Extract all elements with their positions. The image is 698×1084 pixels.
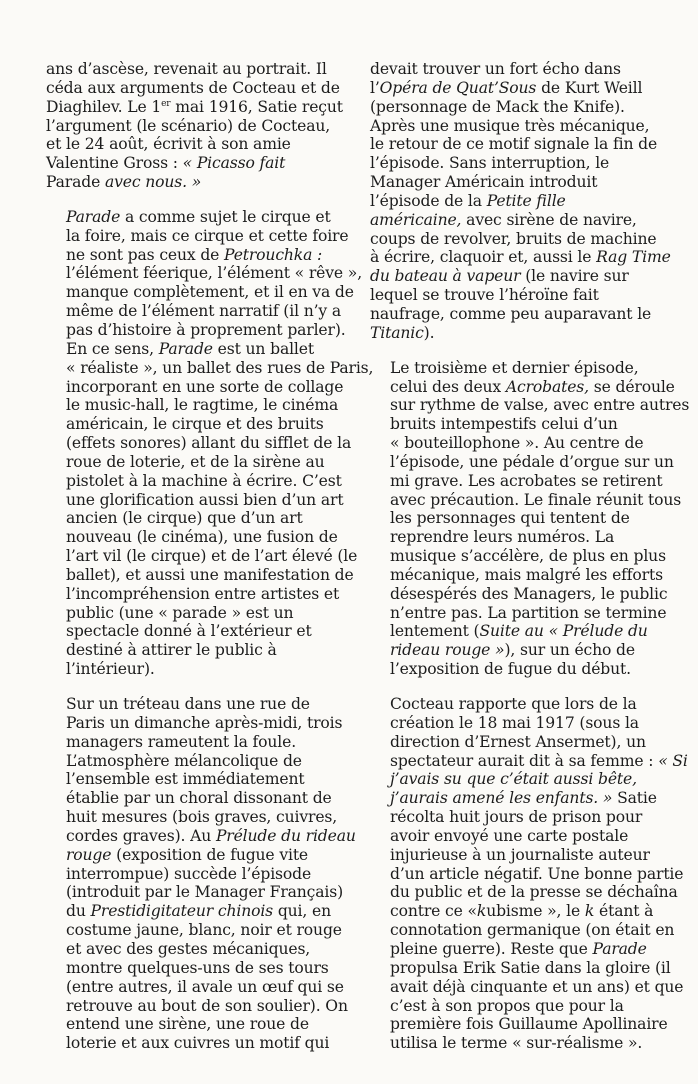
paragraph-p5 [370, 358, 690, 679]
text-run: Paris un dimanche après-midi, trois [66, 713, 343, 732]
text-run: n’entre pas. La partition se termine [390, 603, 667, 622]
text-line [370, 490, 682, 510]
text-line [46, 865, 352, 884]
text-run: Le troisième et dernier épisode, [390, 358, 639, 377]
text-run: montre quelques-uns de ses tours [66, 958, 329, 977]
text-line [370, 286, 676, 305]
text-run: du [66, 902, 91, 921]
text-line [370, 415, 676, 434]
text-run: étant à [594, 902, 654, 921]
text-line [370, 359, 676, 378]
text-run: l’épisode. Sans interruption, le [370, 154, 610, 173]
text-line [46, 396, 352, 415]
text-line [46, 358, 374, 378]
text-run: Cocteau rapporte que lors de la [390, 695, 637, 713]
text-run: avoir envoyé une carte postale [390, 826, 629, 845]
italic-run: k [476, 902, 487, 921]
text-run: mai 1916, Satie reçut [170, 97, 343, 116]
italic-run: avec nous. » [104, 173, 202, 192]
text-line [46, 264, 362, 283]
text-run: mécanique, mais malgré les efforts [390, 565, 663, 584]
text-run: musique s’accélère, de plus en plus [390, 547, 666, 566]
text-run: établie par un choral dissonant de [66, 789, 332, 808]
text-run: l’épisode, une pédale d’orgue sur un [390, 452, 674, 471]
text-line [46, 566, 352, 585]
italic-run: Opéra de Quat’Sous [379, 78, 537, 97]
text-line [46, 98, 352, 117]
text-line [46, 752, 352, 771]
italic-run: Petrouchka : [224, 245, 323, 264]
text-run: se déroule [588, 377, 675, 396]
text-run: entend une sirène, une roue de [66, 1015, 309, 1034]
text-line [370, 902, 676, 921]
text-run: retrouve au bout de son soulier). On [66, 996, 348, 1015]
text-line [46, 173, 352, 192]
text-run: (personnage de Mack the Knife). [370, 97, 625, 116]
text-line [370, 98, 676, 117]
text-line [46, 135, 352, 154]
text-line [370, 230, 676, 249]
text-run: lentement ( [390, 622, 480, 641]
text-run: (effets sonores) allant du sifflet de la [66, 434, 352, 453]
text-line [370, 79, 676, 98]
text-line [370, 604, 676, 623]
text-run: costume jaune, blanc, noir et rouge [66, 921, 342, 940]
italic-run: Parade [66, 207, 121, 226]
text-line [370, 977, 684, 997]
text-run: Après une musique très mécanique, [370, 116, 650, 135]
text-run: d’un article négatif. Une bonne partie [390, 864, 684, 883]
italic-run: j’aurais amené les enfants. » [390, 789, 613, 808]
text-line [370, 267, 676, 286]
text-run: L’atmosphère mélancolique de [66, 751, 302, 770]
text-line [370, 135, 676, 154]
text-run: sur rythme de valse, avec entre autres [390, 396, 690, 415]
italic-run: Prélude du rideau [215, 826, 356, 845]
text-run: contre ce « [390, 902, 477, 921]
text-run: et avec des gestes mécaniques, [66, 939, 311, 958]
text-line [46, 940, 352, 959]
text-line [46, 714, 352, 733]
italic-run: rouge [66, 845, 112, 864]
text-line [46, 1015, 352, 1034]
text-run: l’élément féerique, l’élément « rêve », [66, 264, 362, 283]
text-line [46, 79, 352, 98]
text-line [370, 154, 676, 173]
text-run: le music-hall, le ragtime, le cinéma [66, 396, 339, 415]
italic-run: Titanic [370, 323, 424, 342]
text-line [370, 1034, 676, 1053]
text-run: le retour de ce motif signale la fin de [370, 135, 658, 154]
left-column [46, 60, 374, 1053]
text-line [46, 959, 352, 978]
text-run: naufrage, comme peu auparavant le [370, 304, 652, 323]
text-run: cordes graves). Au [66, 826, 216, 845]
text-run: ballet), et aussi une manifestation de [66, 565, 354, 584]
text-line [370, 641, 676, 660]
text-run: Manager Américain introduit [370, 173, 598, 192]
italic-run: rideau rouge » [390, 641, 505, 660]
text-run: managers rameutent la foule. [66, 732, 297, 751]
text-run: l’épisode de la [370, 191, 487, 210]
italic-run: Petite fille [486, 191, 566, 210]
text-line [370, 1015, 676, 1034]
text-run: avec précaution. Le finale réunit tous [390, 490, 682, 509]
text-run: roue de loterie, et de la sirène au [66, 452, 325, 471]
text-run: huit mesures (bois graves, cuivres, [66, 808, 338, 827]
text-run: Diaghilev. Le 1 [46, 97, 162, 116]
italic-run: j’avais su que c’était aussi bête, [390, 770, 637, 789]
text-line [46, 660, 352, 679]
text-line [46, 604, 352, 623]
text-run: injurieuse à un journaliste auteur [390, 845, 650, 864]
italic-run: du bateau à vapeur [370, 267, 521, 286]
text-run: Satie [612, 789, 657, 808]
text-run: les personnages qui tentent de [390, 509, 630, 528]
text-line [370, 378, 676, 397]
text-line [370, 547, 676, 566]
text-line [46, 509, 352, 528]
text-line [370, 714, 676, 733]
text-run: avait déjà cinquante et un ans) et que [390, 977, 684, 996]
italic-run: américaine, [370, 210, 462, 229]
text-run: l’exposition de fugue du début. [390, 660, 631, 679]
text-run: création le 18 mai 1917 (sous la [390, 713, 639, 732]
text-run: reprendre leurs numéros. La [390, 528, 615, 547]
text-line [370, 173, 676, 192]
italic-run: « Picasso fait [182, 154, 286, 173]
text-run: l’ensemble est immédiatement [66, 770, 305, 789]
text-line [370, 770, 676, 789]
paragraph-p1 [46, 60, 352, 192]
text-run: coups de revolver, bruits de machine [370, 229, 657, 248]
text-line [46, 117, 352, 136]
text-line [370, 660, 676, 679]
text-run: ). [423, 323, 435, 342]
text-line [370, 509, 676, 528]
text-run: (entre autres, il avale un œuf qui se [66, 977, 344, 996]
text-run: ubisme », le [486, 902, 585, 921]
text-run: même de l’élément narratif (il n’y a [66, 302, 342, 321]
text-run: est un ballet [212, 339, 314, 358]
text-run: bruits intempestifs celui d’un [390, 415, 618, 434]
text-line [46, 434, 352, 453]
text-line [46, 340, 352, 359]
text-line [370, 883, 676, 902]
text-run: utilisa le terme « sur-réalisme ». [390, 1034, 643, 1053]
text-run: avec sirène de navire, [461, 210, 637, 229]
text-line [370, 846, 676, 865]
text-line [370, 324, 676, 343]
text-run: incorporant en une sorte de collage [66, 377, 344, 396]
text-line [46, 826, 356, 846]
text-run: nouveau (le cinéma), une fusion de [66, 528, 338, 547]
text-run: l’argument (le scénario) de Cocteau, [46, 116, 331, 135]
text-run: ans d’ascèse, revenait au portrait. Il [46, 60, 327, 78]
text-run: l’intérieur). [66, 660, 155, 679]
text-run: céda aux arguments de Cocteau et de [46, 78, 340, 97]
text-line [46, 227, 352, 246]
text-run: mi grave. Les acrobates se retirent [390, 471, 663, 490]
text-line [370, 622, 676, 641]
text-line [46, 321, 352, 340]
text-line [370, 528, 676, 547]
text-run: pistolet à la machine à écrire. C’est [66, 471, 342, 490]
text-line [46, 733, 352, 752]
paragraph-p6 [370, 695, 688, 1053]
paragraph-p3 [46, 695, 356, 1053]
text-run: En ce sens, [66, 339, 159, 358]
text-run: Valentine Gross : [46, 154, 183, 173]
text-run: du public et de la presse se déchaîna [390, 883, 678, 902]
text-line [46, 60, 352, 79]
text-line [370, 733, 676, 752]
text-line [46, 846, 352, 865]
text-line [370, 997, 676, 1016]
text-run: qui, en [273, 902, 331, 921]
text-line [46, 1034, 352, 1053]
text-run: devait trouver un fort écho dans [370, 60, 621, 78]
text-line [370, 808, 676, 827]
text-run: Sur un tréteau dans une rue de [66, 695, 310, 713]
text-line [370, 211, 676, 230]
text-line [370, 453, 676, 472]
text-line [46, 302, 352, 321]
text-run: l’art vil (le cirque) et de l’art élevé (le [66, 547, 358, 566]
text-run: lequel se trouve l’héroïne fait [370, 286, 599, 305]
text-line [46, 415, 352, 434]
text-line [46, 472, 352, 491]
text-run: pleine guerre). Reste que [390, 939, 593, 958]
italic-run: Parade [592, 939, 647, 958]
text-run: « réaliste », un ballet des rues de Paris, [66, 358, 374, 377]
text-line [370, 695, 676, 714]
superscript-run: er [161, 98, 171, 109]
italic-run: Prestidigitateur chinois [90, 902, 274, 921]
text-run: la foire, mais ce cirque et cette foire [66, 226, 349, 245]
text-run: l’ [370, 78, 380, 97]
text-line [370, 864, 684, 884]
text-line [46, 921, 352, 940]
italic-run: Parade [158, 339, 213, 358]
text-line [370, 472, 676, 491]
text-run: l’incompréhension entre artistes et [66, 584, 340, 603]
text-run: (introduit par le Manager Français) [66, 883, 344, 902]
text-line [46, 997, 352, 1016]
text-line [46, 547, 358, 566]
text-run: (exposition de fugue vite [111, 845, 309, 864]
italic-run: k [584, 902, 595, 921]
text-run: manque complètement, et il en va de [66, 283, 354, 302]
text-run: spectateur aurait dit à sa femme : [390, 751, 659, 770]
text-run: interrompue) succède l’épisode [66, 864, 312, 883]
paragraph-p4 [370, 60, 676, 343]
text-line [46, 378, 352, 397]
text-line [370, 60, 676, 79]
text-line [46, 808, 352, 827]
text-line [46, 246, 352, 265]
paragraph-p2 [46, 207, 374, 679]
text-run: une glorification aussi bien d’un art [66, 490, 344, 509]
italic-run: « Si [658, 751, 688, 770]
text-line [370, 192, 676, 211]
text-run: pas d’histoire à proprement parler). [66, 320, 346, 339]
italic-run: Acrobates, [505, 377, 589, 396]
text-run: celui des deux [390, 377, 506, 396]
text-line [46, 695, 352, 714]
text-run: public (une « parade » est un [66, 603, 294, 622]
text-run: destiné à attirer le public à [66, 641, 277, 660]
text-run: américain, le cirque et des bruits [66, 415, 324, 434]
text-run: propulsa Erik Satie dans la gloire (il [390, 958, 671, 977]
text-run: c’est à son propos que pour la [390, 996, 624, 1015]
text-line [370, 921, 676, 940]
text-line [370, 434, 676, 453]
text-line [46, 208, 352, 227]
text-run: spectacle donné à l’extérieur et [66, 622, 312, 641]
text-line [46, 154, 352, 173]
text-run: première fois Guillaume Apollinaire [390, 1015, 668, 1034]
text-line [370, 789, 676, 808]
text-run: ne sont pas ceux de [66, 245, 225, 264]
text-run: direction d’Ernest Ansermet), un [390, 732, 646, 751]
text-run: (le navire sur [520, 267, 629, 286]
right-column [370, 60, 690, 1053]
text-line [46, 622, 352, 641]
italic-run: Suite au « Prélude du [479, 622, 648, 641]
text-line [46, 585, 352, 604]
text-run: loterie et aux cuivres un motif qui [66, 1034, 330, 1053]
text-line [46, 902, 352, 921]
text-line [46, 978, 352, 997]
text-line [370, 959, 676, 978]
text-run: ancien (le cirque) que d’un art [66, 509, 303, 528]
text-line [370, 396, 690, 415]
text-run: « bouteillophone ». Au centre de [390, 434, 644, 453]
text-run: connotation germanique (on était en [390, 921, 675, 940]
text-line [46, 528, 352, 547]
italic-run: Rag Time [596, 248, 671, 267]
text-run: Parade [46, 173, 105, 192]
text-run: ), sur un écho de [504, 641, 635, 660]
text-run: désespérés des Managers, le public [390, 584, 668, 603]
text-line [370, 305, 676, 324]
text-line [370, 827, 676, 846]
text-line [46, 283, 352, 302]
text-run: récolta huit jours de prison pour [390, 808, 643, 827]
text-line [370, 566, 676, 585]
text-line [46, 453, 352, 472]
text-line [46, 770, 352, 789]
text-run: de Kurt Weill [536, 78, 643, 97]
text-line [370, 751, 688, 771]
text-line [46, 491, 352, 510]
text-line [46, 883, 352, 902]
text-line [46, 789, 352, 808]
text-run: a comme sujet le cirque et [120, 207, 331, 226]
text-run: à écrire, claquoir et, aussi le [370, 248, 597, 267]
text-line [370, 117, 676, 136]
text-run: et le 24 août, écrivit à son amie [46, 135, 291, 154]
text-line [370, 585, 676, 604]
text-line [370, 940, 676, 959]
text-line [370, 248, 676, 267]
text-line [46, 641, 352, 660]
